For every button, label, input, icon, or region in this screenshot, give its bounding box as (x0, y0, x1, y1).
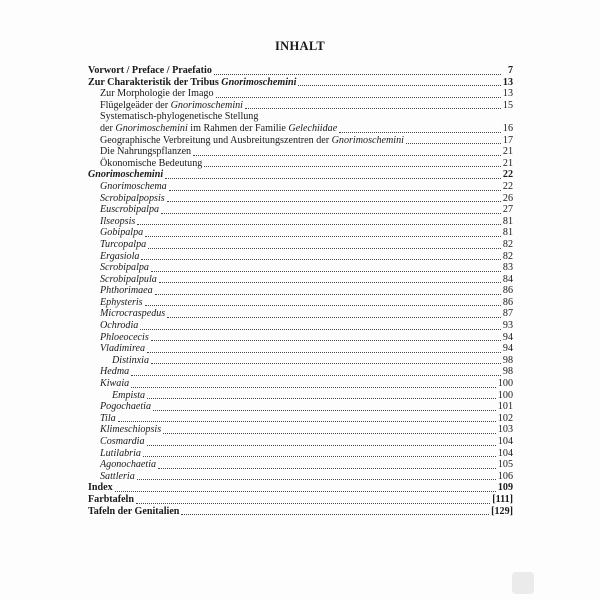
toc-entry-title-segment: Die Nahrungspflanzen (100, 146, 192, 158)
toc-entry-title (100, 366, 129, 378)
toc-entry-title (100, 413, 116, 425)
dot-leader (204, 165, 501, 167)
toc-entry-page-number: 86 (502, 285, 513, 297)
toc-entry-title (100, 308, 165, 320)
toc-entry-title (100, 262, 149, 274)
toc-entry-title-segment: Gnorimoschemini (115, 122, 188, 134)
toc-entry-page-number: 26 (502, 192, 513, 204)
dot-leader (137, 478, 496, 480)
toc-entry-title-segment: Gnorimoschemini (88, 169, 164, 181)
toc-entry-title (100, 146, 191, 158)
toc-entry-page-number: 81 (502, 215, 513, 227)
toc-entry-page-number: 101 (497, 401, 513, 413)
table-of-contents (88, 65, 513, 517)
toc-entry (88, 459, 513, 471)
dot-leader (151, 362, 501, 364)
toc-entry-page-number: 21 (502, 146, 513, 158)
toc-entry-title (100, 343, 145, 355)
toc-entry-title-segment: Zur Morphologie der Imago (100, 88, 214, 100)
toc-entry (88, 227, 513, 239)
toc-entry-title-segment: Index (88, 482, 113, 494)
toc-entry (88, 355, 513, 367)
toc-entry-page-number: 22 (502, 169, 513, 181)
toc-entry-title (88, 482, 113, 494)
toc-entry-title-segment: Farbtafeln (88, 493, 134, 505)
toc-entry-page-number: 102 (497, 412, 513, 424)
toc-entry-title-segment: Klimeschiopsis (100, 424, 162, 436)
toc-entry-title-segment: Flügelgeäder der (100, 99, 171, 111)
dot-leader (406, 142, 501, 144)
toc-entry-title (100, 100, 243, 112)
toc-entry-title-segment: Ergasiola (100, 250, 140, 262)
toc-entry (88, 251, 513, 263)
toc-entry-title (112, 355, 149, 367)
toc-entry-title (100, 123, 337, 135)
toc-entry (88, 424, 513, 436)
dot-leader (169, 189, 501, 191)
toc-entry-page-number: 104 (497, 447, 513, 459)
toc-entry-title-segment: Gnorimoschemini (170, 99, 243, 111)
toc-entry-title (100, 88, 214, 100)
toc-entry-page-number: 100 (497, 389, 513, 401)
dot-leader (118, 420, 496, 422)
toc-entry (88, 390, 513, 402)
toc-entry-title (100, 239, 146, 251)
toc-entry (88, 146, 513, 158)
dot-leader (167, 200, 501, 202)
toc-entry-title-segment: Gnorimoschemini (331, 134, 404, 146)
toc-entry-page-number: 16 (502, 122, 513, 134)
toc-entry-title-segment: Euscrobipalpa (100, 204, 160, 216)
toc-entry-title (88, 506, 179, 518)
toc-entry-title-segment: Scrobipalpula (100, 273, 157, 285)
toc-entry (88, 262, 513, 274)
toc-entry (88, 482, 513, 494)
toc-entry (88, 297, 513, 309)
toc-entry (88, 320, 513, 332)
toc-entry-title (100, 436, 145, 448)
toc-entry-title-segment: Gnorimoschemini (221, 76, 297, 88)
toc-entry-title-segment: Systematisch-phylogenetische Stellung (100, 111, 259, 123)
toc-entry (88, 135, 513, 147)
dot-leader (137, 223, 501, 225)
toc-entry-title-segment: Tila (100, 412, 116, 424)
toc-entry (88, 494, 513, 506)
toc-entry-title (100, 320, 138, 332)
toc-entry-page-number: 15 (502, 99, 513, 111)
toc-entry-title-segment: Scrobipalpa (100, 262, 149, 274)
toc-entry-title-segment: Cosmardia (100, 436, 145, 447)
toc-entry-page-number: 83 (502, 262, 513, 274)
toc-entry-title-segment: Kiwaia (100, 378, 130, 390)
toc-entry-page-number: 7 (507, 65, 513, 76)
dot-leader (147, 397, 496, 399)
toc-entry-page-number: 98 (502, 354, 513, 366)
toc-entry-title (100, 401, 151, 413)
toc-entry-title (100, 216, 135, 228)
toc-entry (88, 274, 513, 286)
dot-leader (216, 96, 501, 98)
toc-entry-title (100, 204, 159, 216)
toc-entry-title (100, 158, 202, 170)
toc-entry-title (100, 448, 141, 460)
toc-entry-page-number: 13 (502, 76, 513, 88)
toc-entry (88, 204, 513, 216)
toc-entry-title (100, 181, 167, 193)
toc-entry-title-segment: Gelechiidae (288, 122, 338, 134)
toc-entry-page-number: 82 (502, 238, 513, 250)
toc-entry-title (100, 471, 135, 483)
toc-entry (88, 158, 513, 170)
toc-entry (88, 181, 513, 193)
toc-entry-title-segment: Agonochaetia (100, 459, 157, 471)
toc-entry-page-number: 17 (502, 134, 513, 146)
toc-entry-page-number: 98 (502, 366, 513, 378)
toc-entry-title-segment: Ilseopsis (100, 215, 136, 227)
watermark-logo (512, 572, 534, 594)
toc-entry-title-segment: Phloeocecis (100, 331, 149, 343)
toc-entry-page-number: 109 (497, 482, 513, 494)
toc-entry-title (100, 424, 161, 436)
toc-entry-title (100, 111, 258, 123)
toc-entry-title (100, 135, 404, 147)
toc-entry-page-number: 86 (502, 296, 513, 308)
toc-entry-title-segment: der (100, 122, 116, 134)
toc-entry-title (100, 193, 165, 205)
dot-leader (151, 270, 501, 272)
dot-leader (158, 467, 496, 469)
toc-entry-page-number: 82 (502, 250, 513, 262)
dot-leader (181, 513, 489, 515)
toc-entry (88, 401, 513, 413)
toc-entry (88, 506, 513, 518)
dot-leader (148, 247, 501, 249)
toc-entry-title (100, 459, 156, 471)
toc-entry-title (88, 77, 296, 89)
toc-entry (88, 378, 513, 390)
toc-entry-page-number: 93 (502, 320, 513, 332)
toc-entry-title-segment: Zur Charakteristik der Tribus (88, 76, 222, 88)
toc-entry (88, 285, 513, 297)
toc-entry (88, 193, 513, 205)
toc-entry-title (100, 285, 153, 297)
toc-entry-title (100, 332, 149, 344)
toc-entry-title (100, 274, 157, 286)
toc-entry (88, 448, 513, 460)
toc-entry (88, 436, 513, 448)
toc-entry-title (100, 378, 129, 390)
toc-entry (88, 413, 513, 425)
toc-entry-page-number: 94 (502, 343, 513, 355)
toc-entry-page-number: 104 (497, 436, 513, 447)
toc-entry-title-segment: Ochrodia (100, 320, 139, 332)
dot-leader (339, 131, 501, 133)
toc-entry (88, 216, 513, 228)
dot-leader (167, 316, 501, 318)
toc-entry-title-segment: Empista (112, 389, 146, 401)
toc-entry (88, 88, 513, 100)
dot-leader (147, 444, 496, 446)
toc-entry (88, 343, 513, 355)
toc-entry-page-number: [111] (492, 493, 513, 505)
toc-entry (88, 123, 513, 135)
toc-entry-page-number: 27 (502, 204, 513, 216)
toc-entry-title (88, 169, 163, 181)
toc-entry-title (100, 297, 143, 309)
toc-entry-title-segment: Geographische Verbreitung und Ausbreitungszentren der (100, 134, 332, 146)
dot-leader (161, 212, 501, 214)
dot-leader (140, 328, 501, 330)
toc-entry-title-segment: Gobipalpa (100, 227, 144, 239)
page-title: INHALT (275, 39, 325, 53)
dot-leader (143, 455, 496, 457)
dot-leader (131, 374, 501, 376)
dot-leader (131, 386, 496, 388)
dot-leader (193, 154, 501, 156)
toc-entry-title-segment: Scrobipalpopsis (100, 192, 165, 204)
toc-entry-page-number: [129] (491, 505, 513, 517)
dot-leader (147, 351, 501, 353)
toc-entry-title-segment: Hedma (100, 366, 130, 378)
toc-entry (88, 111, 513, 123)
toc-entry-page-number: 103 (497, 424, 513, 436)
toc-entry-title-segment: Microcraspedus (100, 308, 166, 320)
dot-leader (260, 120, 501, 121)
toc-entry-title-segment: im Rahmen der Familie (187, 122, 289, 134)
toc-entry-title (88, 65, 212, 77)
toc-entry (88, 65, 513, 77)
dot-leader (115, 490, 496, 492)
toc-entry-title-segment: Turcopalpa (100, 238, 147, 250)
toc-entry (88, 77, 513, 89)
toc-entry-page-number: 94 (502, 331, 513, 343)
dot-leader (153, 409, 496, 411)
toc-entry-page-number: 81 (502, 227, 513, 239)
toc-entry-title (100, 251, 139, 263)
toc-entry-title-segment: Distinxia (112, 354, 150, 366)
toc-entry-page-number: 22 (502, 180, 513, 192)
toc-entry-title-segment: Ökonomische Bedeutung (100, 157, 203, 169)
toc-entry (88, 239, 513, 251)
toc-entry (88, 332, 513, 344)
toc-entry-title (100, 227, 143, 239)
toc-entry-title-segment: Lutilabria (100, 447, 141, 459)
dot-leader (155, 293, 501, 295)
toc-entry-page-number: 21 (502, 157, 513, 169)
toc-entry (88, 100, 513, 112)
toc-entry-title-segment: Vladimirea (100, 343, 146, 355)
dot-leader (145, 235, 501, 237)
toc-entry-page-number: 13 (502, 88, 513, 100)
toc-entry-title (112, 390, 145, 402)
toc-entry (88, 471, 513, 483)
toc-entry-title-segment: Gnorimoschema (100, 180, 167, 192)
toc-entry-page-number: 106 (497, 470, 513, 482)
toc-entry (88, 366, 513, 378)
toc-entry-page-number: 100 (497, 378, 513, 390)
dot-leader (151, 339, 501, 341)
toc-entry-title-segment: Sattleria (100, 470, 135, 482)
toc-entry-title-segment: Ephysteris (100, 296, 143, 308)
dot-leader (298, 84, 500, 86)
toc-entry (88, 308, 513, 320)
dot-leader (141, 258, 500, 260)
toc-entry-title-segment: Pogochaetia (100, 401, 152, 413)
toc-entry-page-number: 87 (502, 308, 513, 320)
dot-leader (136, 502, 490, 504)
toc-entry-title-segment: Phthorimaea (100, 285, 153, 297)
toc-entry-title (88, 494, 134, 506)
toc-entry-page-number: 84 (502, 273, 513, 285)
dot-leader (159, 281, 501, 283)
toc-entry (88, 169, 513, 181)
dot-leader (214, 73, 501, 75)
dot-leader (165, 177, 501, 179)
toc-entry-title-segment: Vorwort / Preface / Praefatio (88, 65, 212, 76)
dot-leader (163, 432, 496, 434)
dot-leader (245, 107, 501, 109)
toc-entry-page-number: 105 (497, 459, 513, 471)
toc-entry-title-segment: Tafeln der Genitalien (88, 505, 180, 517)
dot-leader (145, 304, 501, 306)
